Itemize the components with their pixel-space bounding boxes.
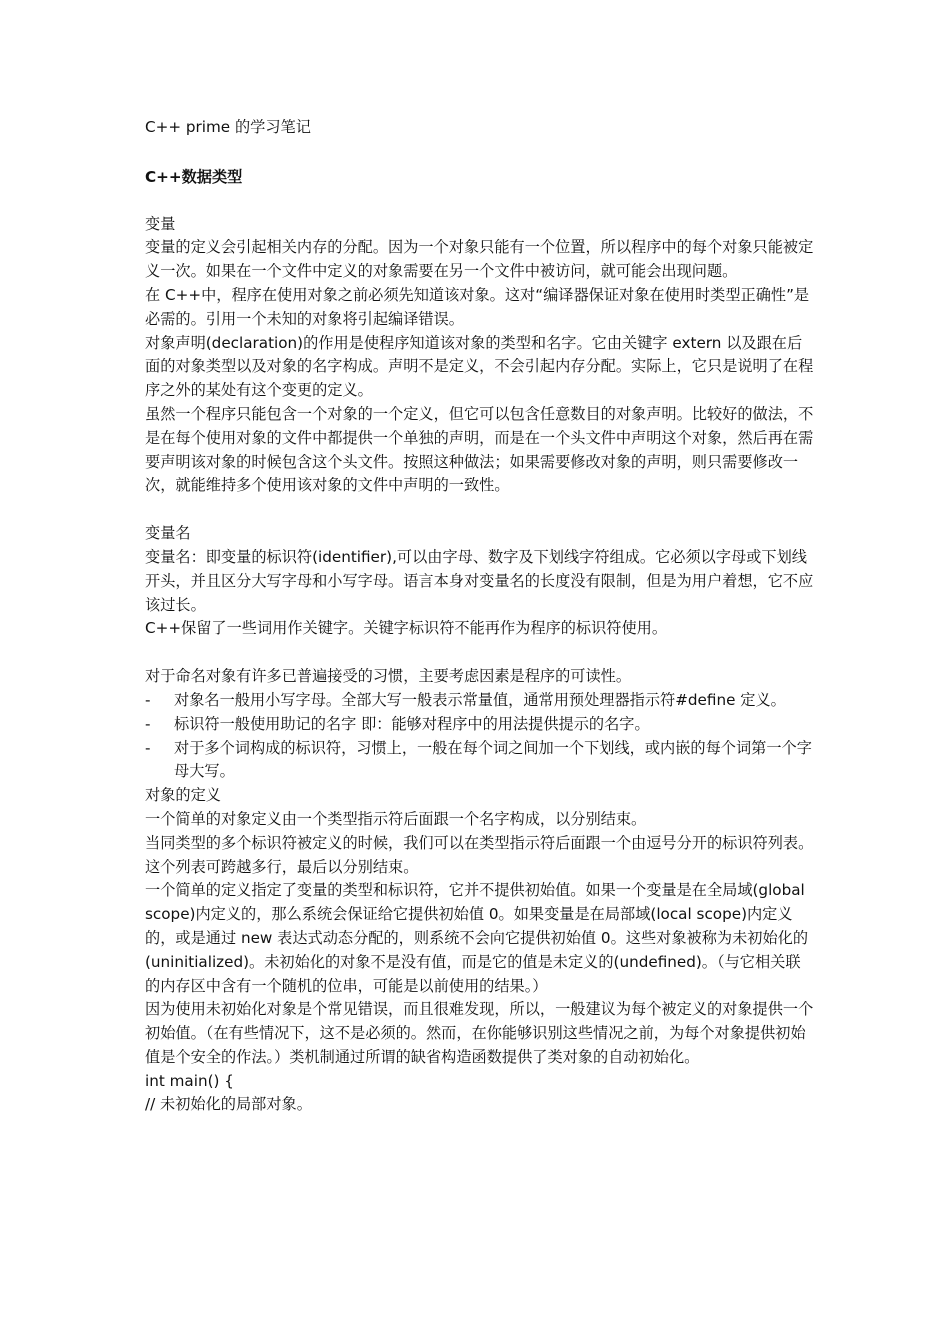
bullet-marker: - xyxy=(145,690,151,709)
paragraph: 一个简单的定义指定了变量的类型和标识符，它并不提供初始值。如果一个变量是在全局域(global scope)内定义的，那么系统会保证给它提供初始值 0。如果变量是在局部域(local scope)内定义的，或是通过 new 表达式动态分配的，则系统不会向它提供初始值 0。这些对象被称为未初始化的(uninitialized)。未初始化的对象不是没有值，而是它的值是未定义的(undefined)。（与它相关联的内存区中含有一个随机的位串，可能是以前使用的结果。） xyxy=(145,881,809,995)
heading-variables: 变量 xyxy=(145,214,176,233)
heading-object-definition: 对象的定义 xyxy=(145,786,221,805)
spacer xyxy=(145,498,815,522)
section-title: C++数据类型 xyxy=(145,167,243,186)
paragraph: 对于命名对象有许多已普遍接受的习惯，主要考虑因素是程序的可读性。 xyxy=(145,667,631,686)
list-item xyxy=(145,713,815,737)
list-item-text: 对象名一般用小写字母。全部大写一般表示常量值，通常用预处理器指示符#define 定义。 xyxy=(174,690,786,709)
spacer xyxy=(145,641,815,665)
bullet-marker: - xyxy=(145,738,151,757)
document-title: C++ prime 的学习笔记 xyxy=(145,118,311,136)
paragraph: 在 C++中，程序在使用对象之前必须先知道该对象。这对“编译器保证对象在使用时类型正确性”是必需的。引用一个未知的对象将引起编译错误。 xyxy=(145,285,810,328)
paragraph: 变量的定义会引起相关内存的分配。因为一个对象只能有一个位置，所以程序中的每个对象只能被定义一次。如果在一个文件中定义的对象需要在另一个文件中被访问，就可能会出现问题。 xyxy=(145,238,814,281)
list-item xyxy=(145,689,815,713)
document-body xyxy=(145,116,815,1117)
paragraph: 当同类型的多个标识符被定义的时候，我们可以在类型指示符后面跟一个由逗号分开的标识符列表。这个列表可跨越多行，最后以分别结束。 xyxy=(145,833,814,876)
paragraph: C++保留了一些词用作关键字。关键字标识符不能再作为程序的标识符使用。 xyxy=(145,619,668,638)
paragraph: 对象声明(declaration)的作用是使程序知道该对象的类型和名字。它由关键字 extern 以及跟在后面的对象类型以及对象的名字构成。声明不是定义，不会引起内存分配。实际上，它只是说明了在程序之外的某处有这个变更的定义。 xyxy=(145,333,814,400)
paragraph: 虽然一个程序只能包含一个对象的一个定义，但它可以包含任意数目的对象声明。比较好的做法，不是在每个使用对象的文件中都提供一个单独的声明，而是在一个头文件中声明这个对象，然后再在需要声明该对象的时候包含这个头文件。按照这种做法；如果需要修改对象的声明，则只需要修改一次，就能维持多个使用该对象的文件中声明的一致性。 xyxy=(145,404,814,495)
list-item-text: 对于多个词构成的标识符，习惯上，一般在每个词之间加一个下划线，或内嵌的每个词第一个字母大写。 xyxy=(174,738,812,781)
list-item-text: 标识符一般使用助记的名字 即：能够对程序中的用法提供提示的名字。 xyxy=(174,714,650,733)
paragraph: 一个简单的对象定义由一个类型指示符后面跟一个名字构成，以分别结束。 xyxy=(145,809,647,828)
list-item xyxy=(145,737,815,785)
bullet-marker: - xyxy=(145,714,151,733)
paragraph: 变量名：即变量的标识符(identifier),可以由字母、数字及下划线字符组成。它必须以字母或下划线开头，并且区分大写字母和小写字母。语言本身对变量名的长度没有限制，但是为用户着想，它不应该过长。 xyxy=(145,547,814,614)
code-line: // 未初始化的局部对象。 xyxy=(145,1095,312,1114)
code-line: int main() { xyxy=(145,1071,234,1090)
paragraph: 因为使用未初始化对象是个常见错误，而且很难发现，所以，一般建议为每个被定义的对象提供一个初始值。（在有些情况下，这不是必须的。然而，在你能够识别这些情况之前，为每个对象提供初始值是个安全的作法。）类机制通过所谓的缺省构造函数提供了类对象的自动初始化。 xyxy=(145,1000,814,1066)
heading-variable-names: 变量名 xyxy=(145,524,191,543)
